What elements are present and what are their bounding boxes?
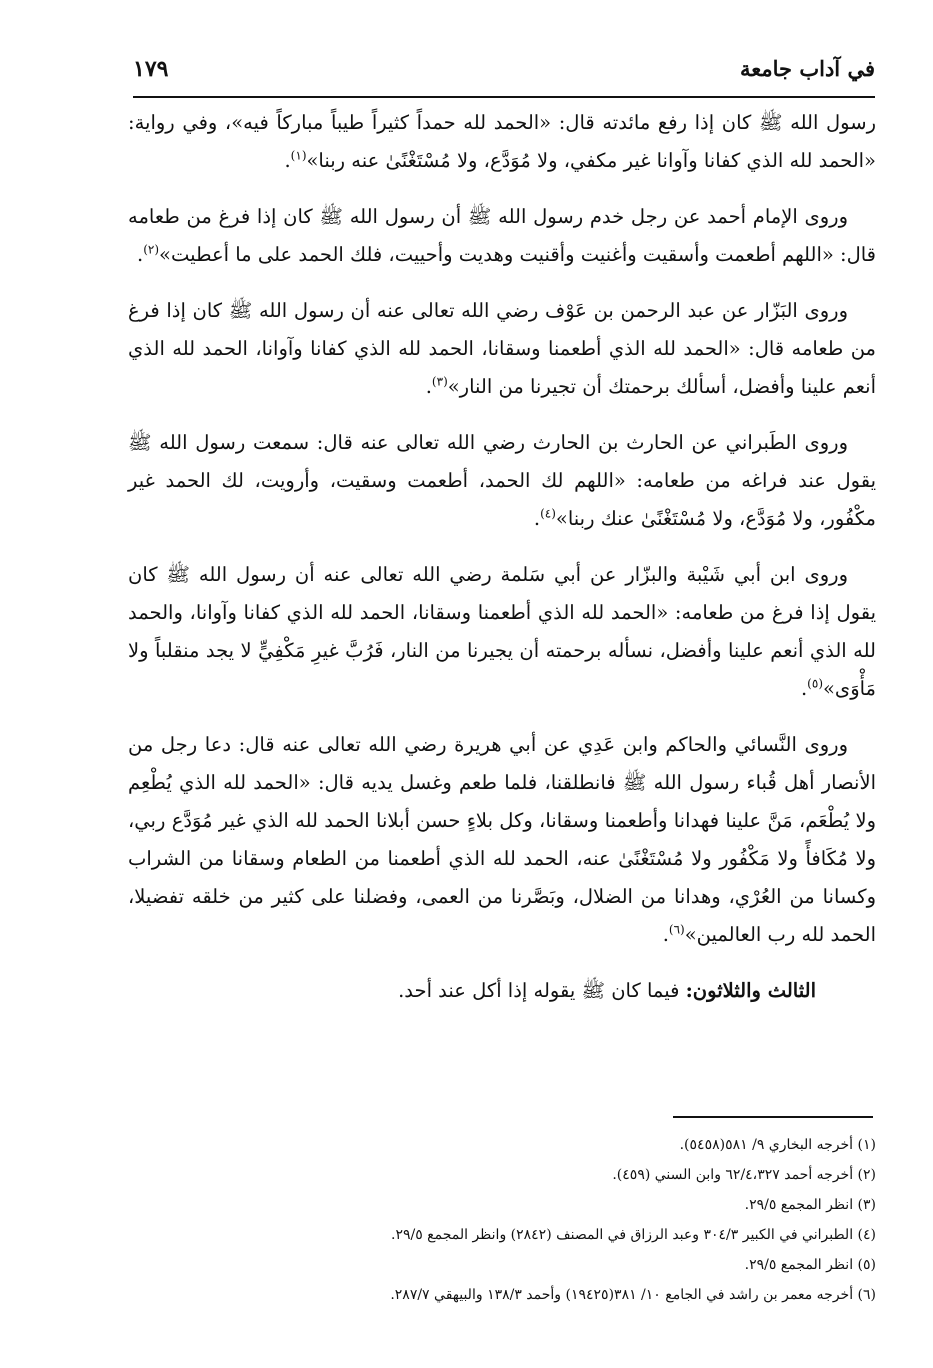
section-heading-title: الثالث والثلاثون:	[685, 979, 816, 1002]
footnote-2: (٢) أخرجه أحمد ٦٢/٤،٣٢٧ وابن السني (٤٥٩).	[612, 1167, 876, 1183]
footnote-5: (٥) انظر المجمع ٢٩/٥.	[744, 1257, 876, 1273]
paragraph-4: وروى الطَبراني عن الحارث بن الحارث رضي الله تعالى عنه قال: سمعت رسول الله ﷺ يقول عند فراغه من طعامه: «اللهم لك الحمد، أطعمت وسقيت، وأرويت، لك الحمد غير مكْفُور، ولا مُوَدَّع، ولا مُسْتَغْنًىٰ عنك ربنا»$^{(٤)}$.	[128, 431, 876, 530]
section-heading-text: فيما كان ﷺ يقوله إذا أكل عند أحد.	[398, 979, 686, 1002]
paragraph-1-text: رسول الله ﷺ كان إذا رفع مائدته قال: «الحمد لله حمداً كثيراً طيباً مباركاً فيه»، وفي رواية: «الحمد لله الذي كفانا وآوانا غير مكفي، ولا مُوَدَّع، ولا مُسْتَغْنًىٰ عنه ربنا»	[128, 111, 876, 172]
paragraph-2: وروى الإمام أحمد عن رجل خدم رسول الله ﷺ أن رسول الله ﷺ كان إذا فرغ من طعامه قال: «اللهم أطعمت وأسقيت وأغنيت وأقنيت وهديت وأحييت، فلك الحمد على ما أعطيت»$^{(٢)}$.	[128, 205, 876, 266]
paragraph-5: وروى ابن أبي شَيْبة والبزّار عن أبي سَلمة رضي الله تعالى عنه أن رسول الله ﷺ كان يقول إذا فرغ من طعامه: «الحمد لله الذي أطعمنا وسقانا، الحمد لله الذي كفانا وآوانا، والحمد لله الذي أنعم علينا وأفضل، نسأله برحمته أن يجيرنا من النار، فَرُبَّ غيرِ مَكْفِيٍّ لا يجد منقلباً ولا مَأْوَى»$^{(٥)}$.	[128, 563, 876, 700]
footnote-ref-3: (٣)	[431, 374, 448, 389]
section-heading	[128, 972, 876, 1010]
running-header	[133, 48, 875, 92]
footnote-6: (٦) أخرجه معمر بن راشد في الجامع ١٠/ ٣٨١(١٩٤٢٥) وأحمد ١٣٨/٣ والبيهقي ٢٨٧/٧.	[390, 1287, 876, 1303]
footnote-ref-1: (١)	[290, 148, 307, 163]
running-header-title: في آداب جامعة	[740, 56, 875, 81]
footnote-3: (٣) انظر المجمع ٢٩/٥.	[744, 1197, 876, 1213]
footnote-rule	[673, 1116, 873, 1118]
paragraph-1: رسول الله ﷺ كان إذا رفع مائدته قال: «الحمد لله حمداً كثيراً طيباً مباركاً فيه»، وفي رواية: «الحمد لله الذي كفانا وآوانا غير مكفي، ولا مُوَدَّع، ولا مُسْتَغْنًىٰ عنه ربنا»$^{(١)}$.	[128, 111, 876, 172]
paragraph-6: وروى النَّسائي والحاكم وابن عَدِي عن أبي هريرة رضي الله تعالى عنه قال: دعا رجل من الأنصار أهل قُباء رسول الله ﷺ فانطلقنا، فلما طعم وغسل يديه قال: «الحمد لله الذي يُطْعِم ولا يُطْعَم، مَنَّ علينا فهدانا وأطعمنا وسقانا، وكل بلاءٍ حسن أبلانا الحمد لله الذي غير مُوَدَّع ربي، ولا مُكَافأً ولا مَكْفُور ولا مُسْتَغْنًىٰ عنه، الحمد لله الذي أطعمنا من الطعام وسقانا من الشراب وكسانا من العُرْي، وهدانا من الضلال، وبَصَّرنا من العمى، وفضلنا على كثير من خلقه تفضيلا، الحمد لله رب العالمين»$^{(٦)}$.	[128, 733, 876, 946]
footnote-ref-2: (٢)	[143, 242, 160, 257]
footnotes	[200, 1130, 876, 1310]
footnote-ref-4: (٤)	[540, 506, 556, 521]
footnote-1: (١) أخرجه البخاري ٩/ ٥٨١(٥٤٥٨).	[679, 1137, 876, 1153]
paragraph-4-text: وروى الطَبراني عن الحارث بن الحارث رضي الله تعالى عنه قال: سمعت رسول الله ﷺ يقول عند فراغه من طعامه: «اللهم لك الحمد، أطعمت وسقيت، وأرويت، لك الحمد غير مكْفُور، ولا مُوَدَّع، ولا مُسْتَغْنًىٰ عنك ربنا»	[128, 431, 876, 530]
paragraph-2-text: وروى الإمام أحمد عن رجل خدم رسول الله ﷺ أن رسول الله ﷺ كان إذا فرغ من طعامه قال: «اللهم أطعمت وأسقيت وأغنيت وأقنيت وهديت وأحييت، فلك الحمد على ما أعطيت»	[128, 205, 876, 266]
paragraph-5-text: وروى ابن أبي شَيْبة والبزّار عن أبي سَلمة رضي الله تعالى عنه أن رسول الله ﷺ كان يقول إذا فرغ من طعامه: «الحمد لله الذي أطعمنا وسقانا، الحمد لله الذي كفانا وآوانا، والحمد لله الذي أنعم علينا وأفضل، نسأله برحمته أن يجيرنا من النار، فَرُبَّ غيرِ مَكْفِيٍّ لا يجد منقلباً ولا مَأْوَى»	[128, 563, 876, 700]
footnote-ref-5: (٥)	[807, 676, 823, 691]
paragraph-3-text: وروى البَزّار عن عبد الرحمن بن عَوْف رضي الله تعالى عنه أن رسول الله ﷺ كان إذا فرغ من طعامه قال: «الحمد لله الذي أطعمنا وسقانا، الحمد لله الذي كفانا وآوانا، الحمد لله الذي أنعم علينا وأفضل، أسألك برحمتك أن تجيرنا من النار»	[128, 299, 876, 398]
footnote-ref-6: (٦)	[668, 922, 685, 937]
paragraph-3: وروى البَزّار عن عبد الرحمن بن عَوْف رضي الله تعالى عنه أن رسول الله ﷺ كان إذا فرغ من طعامه قال: «الحمد لله الذي أطعمنا وسقانا، الحمد لله الذي كفانا وآوانا، الحمد لله الذي أنعم علينا وأفضل، أسألك برحمتك أن تجيرنا من النار»$^{(٣)}$.	[128, 299, 876, 398]
header-rule	[133, 96, 875, 98]
main-text	[128, 104, 876, 1010]
footnote-4: (٤) الطبراني في الكبير ٣٠٤/٣ وعبد الرزاق في المصنف (٢٨٤٢) وانظر المجمع ٢٩/٥.	[390, 1227, 876, 1243]
paragraph-6-text: وروى النَّسائي والحاكم وابن عَدِي عن أبي هريرة رضي الله تعالى عنه قال: دعا رجل من الأنصار أهل قُباء رسول الله ﷺ فانطلقنا، فلما طعم وغسل يديه قال: «الحمد لله الذي يُطْعِم ولا يُطْعَم، مَنَّ علينا فهدانا وأطعمنا وسقانا، وكل بلاءٍ حسن أبلانا الحمد لله الذي غير مُوَدَّع ربي، ولا مُكَافأً ولا مَكْفُور ولا مُسْتَغْنًىٰ عنه، الحمد لله الذي أطعمنا من الطعام وسقانا من الشراب وكسانا من العُرْي، وهدانا من الضلال، وبَصَّرنا من العمى، وفضلنا على كثير من خلقه تفضيلا، الحمد لله رب العالمين»	[128, 733, 876, 946]
page-number: ١٧٩	[133, 56, 169, 82]
